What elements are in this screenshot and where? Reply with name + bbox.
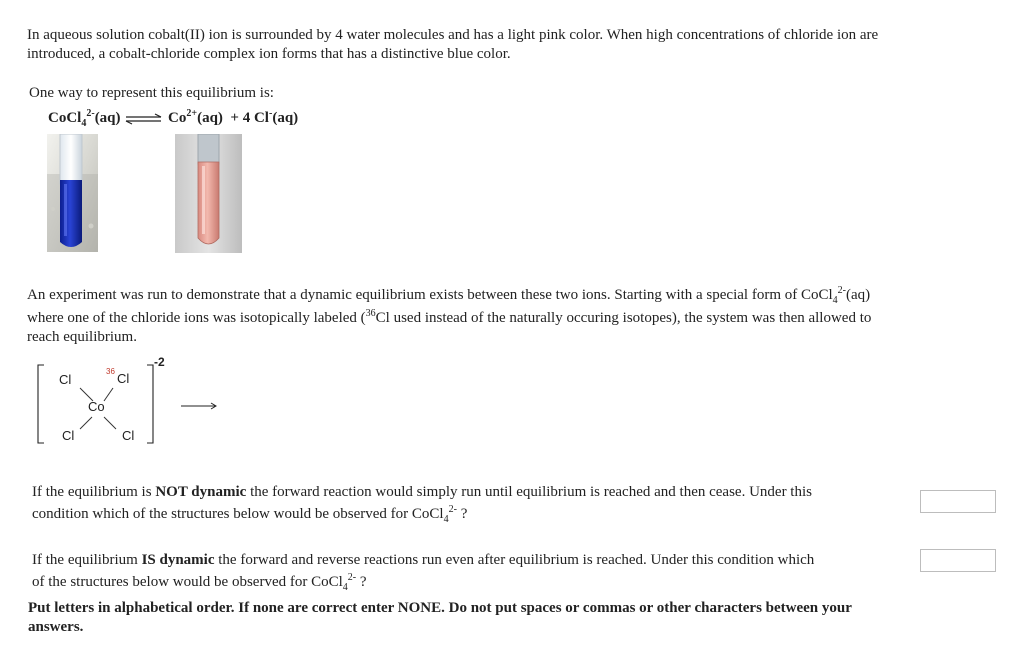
experiment-line-1: An experiment was run to demonstrate that a dynamic equilibrium exists between these two ions. Starting with a special form of CoCl xyxy=(27,287,833,303)
blue-cobalt-chloride-tube-image xyxy=(47,134,98,252)
instructions-line-2: answers. xyxy=(28,619,84,635)
labeled-cocl4-structure xyxy=(36,355,226,450)
cobalt-center: Co xyxy=(88,399,105,414)
experiment-line-1-sup: 2- xyxy=(837,285,847,296)
intro-line-2: introduced, a cobalt-chloride complex ion forms that has a distinctive blue color. xyxy=(27,46,511,62)
intro-paragraph xyxy=(27,26,878,64)
experiment-line-2-end: Cl used instead of the naturally occuring isotopes), the system was then allowed to xyxy=(375,310,872,326)
answer-input-is-dynamic[interactable] xyxy=(920,549,996,572)
chlorine-36-label: Cl xyxy=(117,371,130,386)
experiment-line-3: reach equilibrium. xyxy=(27,329,137,345)
eq-right-sup: 2+ xyxy=(186,108,198,119)
answer-instructions xyxy=(28,599,1008,637)
eq-left-sub: 4 xyxy=(81,118,87,129)
isotope-mass-number: 36 xyxy=(365,308,376,319)
question-is-dynamic xyxy=(32,551,912,592)
eq-left-formula: CoCl xyxy=(48,110,82,126)
q2-question-mark: ? xyxy=(356,574,367,590)
eq-left-phase: (aq) xyxy=(94,110,121,126)
q1-sup: 2- xyxy=(448,504,457,515)
experiment-line-1-phase: (aq) xyxy=(846,287,871,303)
q2-emphasis: IS dynamic xyxy=(141,552,215,568)
chlorine-bottom-left: Cl xyxy=(62,428,75,443)
chlorine-top-left: Cl xyxy=(59,372,72,387)
eq-right-ion: Co xyxy=(168,110,187,126)
q2-sup: 2- xyxy=(347,572,357,583)
q1-sub: 4 xyxy=(443,514,449,525)
q1-line-2: condition which of the structures below would be observed for CoCl xyxy=(32,506,444,522)
q1-question-mark: ? xyxy=(456,506,468,522)
experiment-line-1-sub: 4 xyxy=(832,295,838,306)
q1-emphasis: NOT dynamic xyxy=(155,484,247,500)
eq-right-phase: (aq) xyxy=(197,110,223,126)
equilibrium-arrows-icon xyxy=(125,113,163,125)
pink-cobalt-aqua-tube-image xyxy=(175,134,242,253)
intro-line-1: In aqueous solution cobalt(II) ion is surrounded by 4 water molecules and has a light pink color. When high concentrations of chloride ion are xyxy=(27,27,879,43)
eq-left-sup: 2- xyxy=(86,108,95,119)
q2-sub: 4 xyxy=(342,582,348,593)
equilibrium-equation xyxy=(48,110,298,127)
experiment-line-2: where one of the chloride ions was isotopically labeled ( xyxy=(27,310,366,326)
chlorine-bottom-right: Cl xyxy=(122,428,135,443)
q2-text-start: If the equilibrium xyxy=(32,552,142,568)
eq-chloride-phase: (aq) xyxy=(272,110,299,126)
experiment-paragraph xyxy=(27,286,997,347)
equilibrium-lead: One way to represent this equilibrium is: xyxy=(29,85,274,101)
eq-chloride: + 4 Cl xyxy=(230,110,269,126)
q1-text-end: the forward reaction would simply run until equilibrium is reached and then cease. Under this xyxy=(246,484,812,500)
eq-chloride-sup: - xyxy=(268,108,273,119)
q2-line-2: of the structures below would be observed for CoCl xyxy=(32,574,343,590)
structure-charge: -2 xyxy=(154,355,165,369)
instructions-line-1: Put letters in alphabetical order. If none are correct enter NONE. Do not put spaces or commas or other characters between your xyxy=(28,600,852,616)
question-not-dynamic xyxy=(32,483,912,524)
q2-text-end: the forward and reverse reactions run even after equilibrium is reached. Under this condition which xyxy=(214,552,815,568)
chlorine-36-mass-label: 36 xyxy=(106,367,115,376)
answer-input-not-dynamic[interactable] xyxy=(920,490,996,513)
q1-text-start: If the equilibrium is xyxy=(32,484,156,500)
